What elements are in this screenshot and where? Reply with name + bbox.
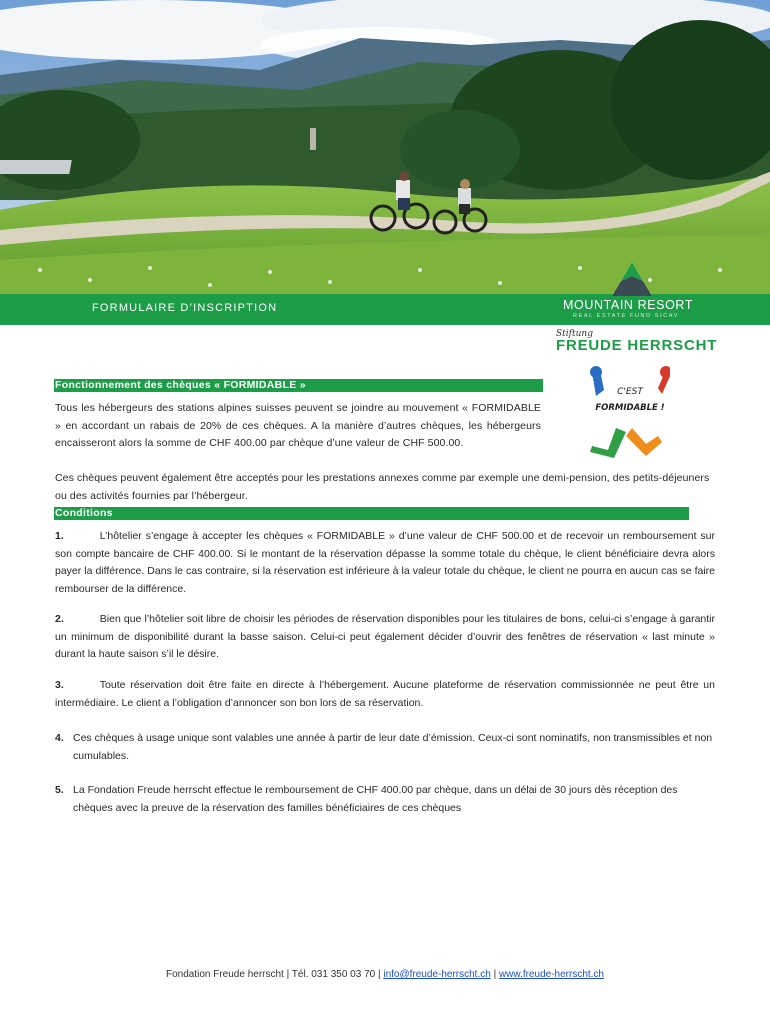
condition-item <box>55 677 715 712</box>
section-heading-conditions: Conditions <box>54 507 689 520</box>
condition-text: Ces chèques à usage unique sont valables une année à partir de leur date d’émission. Ceux-ci sont nominatifs, non transmissibles et non cumulables. <box>73 732 713 762</box>
formidable-mascot-logo <box>586 366 670 460</box>
section-heading-fonctionnement: Fonctionnement des chèques « FORMIDABLE » <box>54 379 543 392</box>
condition-number: 2. <box>55 613 64 625</box>
mascot-text-2: FORMIDABLE ! <box>595 403 665 413</box>
mountain-logo-icon <box>612 262 652 296</box>
condition-number: 4. <box>55 732 64 744</box>
intro-paragraph: Tous les hébergeurs des stations alpines suisses peuvent se joindre au mouvement « FORMIDABLE » en accordant un rabais de 20% de ces chèques. A la manière d’autres chèques, les hébergeurs encaisseront alors la somme de CHF 400.00 par chèque d’une valeur de CHF 500.00. <box>55 402 541 450</box>
condition-number: 5. <box>55 784 64 796</box>
condition-item <box>55 782 715 817</box>
footer <box>0 969 770 980</box>
condition-number: 3. <box>55 679 64 691</box>
footer-contact: Fondation Freude herrscht | Tél. 031 350 03 70 | <box>165 969 381 980</box>
annex-paragraph: Ces chèques peuvent également être acceptés pour les prestations annexes comme par exemple une demi-pension, des petits-déjeuners ou des activités fournies par l’hébergeur. <box>55 472 710 502</box>
foundation-prefix: Stiftung <box>556 329 593 339</box>
condition-item <box>55 528 715 598</box>
brand-name: MOUNTAIN RESORT <box>563 298 694 312</box>
footer-email-link[interactable]: info@freude-herrscht.ch <box>383 969 491 980</box>
condition-item <box>55 611 715 664</box>
condition-text: L’hôtelier s’engage à accepter les chèques « FORMIDABLE » d’une valeur de CHF 500.00 et de recevoir un remboursement sur son compte bancaire de CHF 400.00. Si le montant de la réservation dépasse la somme totale du chèque, le client bénéficiaire devra alors payer la différence. Dans le cas contraire, si la réservation est inférieure à la valeur totale du chèque, le client ne pourra en aucun cas se faire rembourser de la différence. <box>55 530 715 595</box>
foundation-name: FREUDE HERRSCHT <box>556 337 718 354</box>
brand-tagline: REAL ESTATE FUND SICAV <box>573 313 679 319</box>
mascot-text-1: C'EST <box>617 387 643 397</box>
condition-number: 1. <box>55 530 64 542</box>
form-title: FORMULAIRE D’INSCRIPTION <box>92 302 278 314</box>
condition-text: La Fondation Freude herrscht effectue le remboursement de CHF 400.00 par chèque, dans un délai de 30 jours dès réception des chèques avec la preuve de la réservation des familles bénéficiaires de ces chèques <box>73 784 678 814</box>
condition-text: Toute réservation doit être faite en directe à l’hébergement. Aucune plateforme de réservation commissionnée ne peut être un intermédiaire. Le client a l’obligation d’annoncer son bon lors de sa réservation. <box>55 679 715 709</box>
footer-separator: | <box>493 969 497 980</box>
footer-website-link[interactable]: www.freude-herrscht.ch <box>498 969 604 980</box>
hero-image <box>0 0 770 296</box>
condition-text: Bien que l’hôtelier soit libre de choisir les périodes de réservation disponibles pour les titulaires de bons, celui-ci s’engage à garantir un minimum de disponibilité durant la basse saison. Celui-ci peut également décider d’ouvrir des fenêtres de réservation « last minute » durant la haute saison s’il le désire. <box>55 613 715 661</box>
condition-item <box>55 730 715 765</box>
